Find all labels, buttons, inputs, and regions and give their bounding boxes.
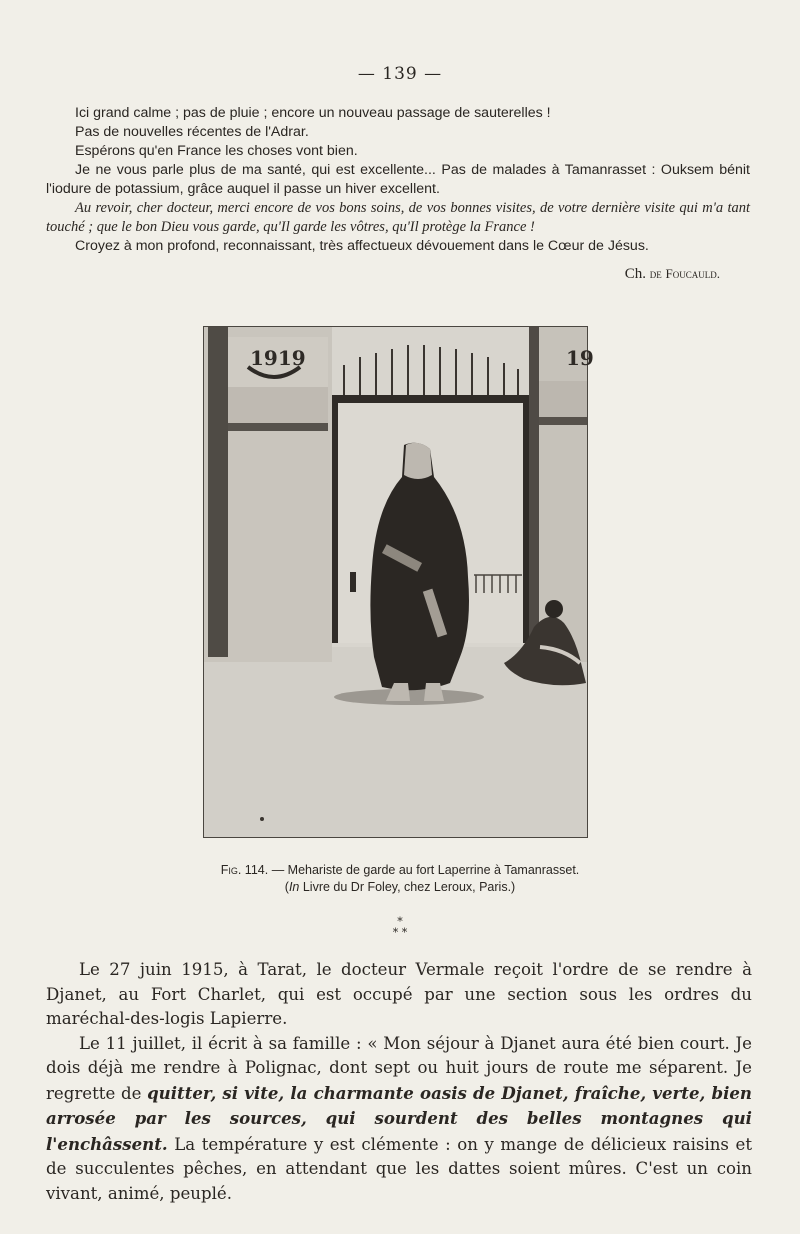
photograph xyxy=(203,326,594,838)
signature-de: de xyxy=(649,266,662,281)
photograph-illustration xyxy=(204,327,594,837)
asterism-top: * xyxy=(397,915,403,928)
body-paragraph xyxy=(46,1032,752,1207)
asterism-bottom: * * xyxy=(392,926,408,939)
gate-year-left: 1919 xyxy=(250,346,306,370)
body-paragraph-start: Le 11 juillet, il écrit à sa famille : « Mon séjour à Djanet aura été bien court. Je dois déjà me rendre à Polignac, dont sept ou huit jours de route me séparent. Je regrette de xyxy=(46,1033,752,1103)
caption-line-2 xyxy=(0,879,800,896)
signature xyxy=(625,266,720,283)
caption-open-paren: ( xyxy=(284,880,289,894)
letter-paragraph: Je ne vous parle plus de ma santé, qui est excellente... Pas de malades à Tamanrasset : Ouksem bénit l'iodure de potassium, grâce auquel il passe un hiver excellent. xyxy=(46,162,750,197)
letter-paragraph: Croyez à mon profond, reconnaissant, très affectueux dévouement dans le Cœur de Jésus. xyxy=(75,238,649,254)
body-paragraph-emphasis: quitter, si vite, la charmante oasis de Djanet, fraîche, verte, bien arrosée par les sources, qui sourdent des belles montagnes qui l'enchâssent. xyxy=(46,1082,752,1154)
letter-paragraph-italic: Au revoir, cher docteur, merci encore de vos bons soins, de vos bonnes visites, de votre dernière visite qui m'a tant touché ; que le bon Dieu vous garde, qu'Il garde les vôtres, qu'Il protège la France ! xyxy=(46,200,750,235)
signature-name: Foucauld. xyxy=(665,266,720,281)
body-text xyxy=(46,958,752,1206)
figure-caption xyxy=(0,862,800,896)
caption-in: In xyxy=(288,880,300,894)
caption-text: — Mehariste de garde au fort Laperrine à Tamanrasset. xyxy=(271,863,580,877)
signature-prefix: Ch. xyxy=(624,266,647,282)
asterism-divider xyxy=(0,916,800,938)
figure-label: Fig. 114. xyxy=(220,863,269,877)
letter-paragraph: Ici grand calme ; pas de pluie ; encore un nouveau passage de sauterelles ! xyxy=(75,105,551,121)
letter-text xyxy=(46,104,750,256)
letter-paragraph: Pas de nouvelles récentes de l'Adrar. xyxy=(75,124,309,140)
body-paragraph: Le 27 juin 1915, à Tarat, le docteur Vermale reçoit l'ordre de se rendre à Djanet, au Fort Charlet, qui est occupé par une section sous les ordres du maréchal-des-logis Lapierre. xyxy=(46,960,752,1028)
page-number: — 139 — xyxy=(357,64,443,84)
gate-year-right: 19 xyxy=(566,346,594,370)
caption-source: Livre du Dr Foley, chez Leroux, Paris.) xyxy=(302,880,516,894)
caption-line-1 xyxy=(0,862,800,879)
letter-paragraph: Espérons qu'en France les choses vont bien. xyxy=(75,143,358,159)
body-paragraph-end: La température y est clémente : on y mange de délicieux raisins et de succulentes pêches, en attendant que les dattes soient mûres. C'est un coin vivant, animé, peuplé. xyxy=(46,1134,752,1203)
